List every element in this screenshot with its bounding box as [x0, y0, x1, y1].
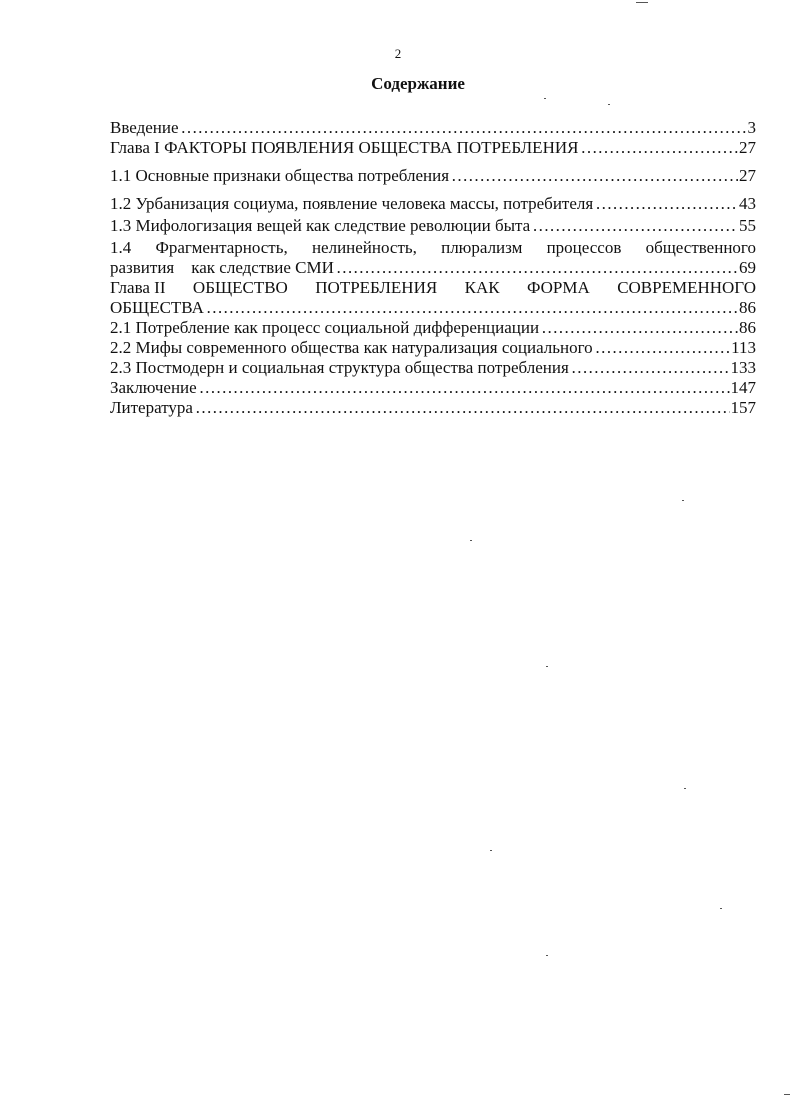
toc-entry-conclusion: [110, 378, 756, 398]
toc-entry-label: 1.3 Мифологизация вещей как следствие революции быта: [110, 216, 531, 235]
toc-entry-label: 2.1 Потребление как процесс социальной дифференциации: [110, 318, 540, 337]
scan-speck: [784, 1094, 790, 1095]
scan-speck: [682, 500, 684, 501]
toc-word: процессов: [546, 238, 622, 257]
toc-entry-line: [110, 238, 756, 258]
toc-word: ФОРМА: [527, 278, 590, 297]
scan-speck: [470, 540, 472, 541]
toc-entry-label: Глава I ФАКТОРЫ ПОЯВЛЕНИЯ ОБЩЕСТВА ПОТРЕБЛЕНИЯ: [110, 138, 579, 157]
toc-entry-page: 3: [747, 118, 756, 137]
scan-speck: [720, 908, 722, 909]
toc-entry-1-1: [110, 166, 756, 186]
toc-entry-page: 27: [739, 166, 756, 185]
toc-entry-page: 157: [730, 398, 756, 417]
scan-speck: [490, 850, 492, 851]
leader-dots: [451, 166, 738, 186]
leader-dots: [181, 118, 747, 138]
leader-dots: [532, 216, 738, 236]
toc-entry-page: 86: [739, 318, 756, 337]
toc-word: нелинейность,: [311, 238, 417, 257]
toc-entry-label: 1.2 Урбанизация социума, появление человека массы, потребителя: [110, 194, 594, 213]
scan-speck: [636, 2, 648, 3]
table-of-contents: [110, 118, 756, 418]
page-number: 2: [394, 46, 402, 61]
page-title: Содержание: [371, 74, 465, 93]
leader-dots: [571, 358, 730, 378]
scan-speck: [546, 955, 548, 956]
toc-entry-line: [110, 278, 756, 298]
toc-word: ОБЩЕСТВО: [192, 278, 288, 297]
toc-entry-page: 69: [739, 258, 756, 277]
toc-entry-label: Заключение: [110, 378, 197, 397]
scan-speck: [546, 666, 548, 667]
toc-entry-line: [110, 258, 756, 278]
toc-word: плюрализм: [441, 238, 523, 257]
scan-speck: [608, 104, 610, 105]
scan-speck: [544, 98, 546, 99]
toc-word: 1.4: [110, 238, 132, 257]
toc-entry-page: 147: [730, 378, 756, 397]
leader-dots: [336, 258, 738, 278]
toc-entry-introduction: [110, 118, 756, 138]
toc-entry-1-2: [110, 194, 756, 214]
leader-dots: [206, 298, 738, 318]
leader-dots: [195, 398, 730, 418]
toc-entry-page: 27: [739, 138, 756, 157]
toc-word: Фрагментарность,: [155, 238, 288, 257]
toc-entry-label: 2.3 Постмодерн и социальная структура общества потребления: [110, 358, 569, 377]
toc-entry-page: 43: [739, 194, 756, 213]
toc-entry-label: Литература: [110, 398, 193, 417]
toc-entry-chapter-1: [110, 138, 756, 158]
toc-entry-label: Введение: [110, 118, 179, 137]
toc-entry-page: 133: [730, 358, 756, 377]
toc-entry-2-2: [110, 338, 756, 358]
toc-entry-label: 2.2 Мифы современного общества как натурализация социального: [110, 338, 593, 357]
toc-entry-label: 1.1 Основные признаки общества потребления: [110, 166, 450, 185]
scan-speck: [684, 788, 686, 789]
toc-entry-line: [110, 298, 756, 318]
leader-dots: [595, 194, 738, 214]
toc-entry-2-1: [110, 318, 756, 338]
leader-dots: [199, 378, 730, 398]
toc-entry-literature: [110, 398, 756, 418]
toc-entry-page: 86: [739, 298, 756, 317]
toc-word: КАК: [464, 278, 500, 297]
leader-dots: [580, 138, 738, 158]
toc-entry-label: ОБЩЕСТВА: [110, 298, 204, 317]
toc-entry-1-4: [110, 238, 756, 278]
toc-word: Глава II: [110, 278, 166, 297]
toc-entry-1-3: [110, 216, 756, 236]
toc-entry-page: 55: [739, 216, 756, 235]
toc-entry-page: 113: [731, 338, 756, 357]
toc-word: СОВРЕМЕННОГО: [617, 278, 756, 297]
toc-entry-chapter-2: [110, 278, 756, 318]
leader-dots: [595, 338, 730, 358]
toc-entry-2-3: [110, 358, 756, 378]
toc-word: ПОТРЕБЛЕНИЯ: [315, 278, 438, 297]
leader-dots: [541, 318, 738, 338]
toc-entry-label: развития как следствие СМИ: [110, 258, 334, 277]
toc-word: общественного: [645, 238, 756, 257]
